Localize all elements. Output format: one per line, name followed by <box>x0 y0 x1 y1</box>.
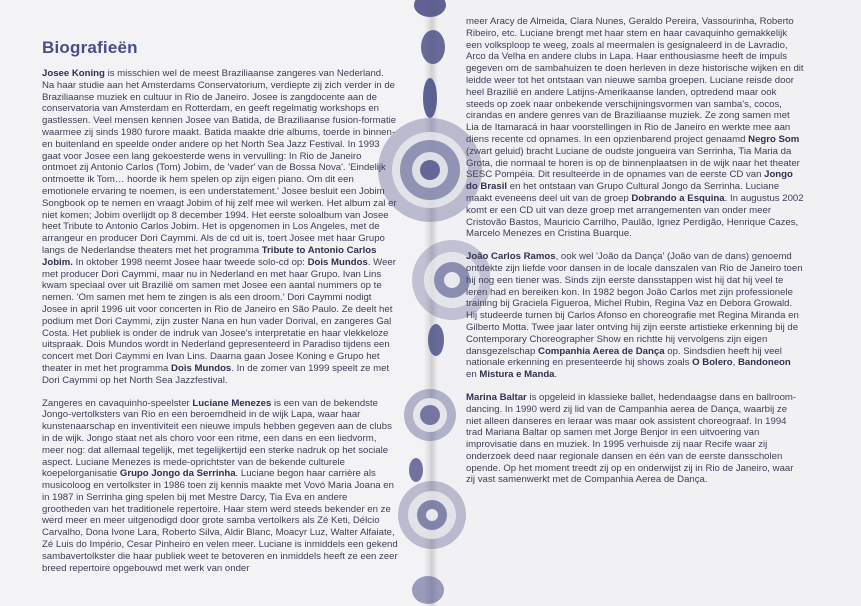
right-column-text <box>466 16 804 497</box>
text-run: en het ontstaan van Grupo Cultural Jongo da Serrinha. Luciane maakt eveneens deel uit van de groep <box>466 181 780 204</box>
bold-name: Josee Koning <box>42 68 105 79</box>
bold-name: Jongo do Brasil <box>466 169 793 193</box>
text-run: Zangeres en cavaquinho-speelster <box>42 397 193 409</box>
text-run: . In augustus 2002 komt er een CD uit van deze groep met arrangementen van onder meer Cristovão Bastos, Mauricio Carrilho, Paulão, Ignez Perdigão, Henrique Cazes, Marcelo Menezes en Cristina Buarque. <box>466 192 804 240</box>
bold-name: Bandoneon <box>738 357 791 369</box>
text-run: is een van de bekendste Jongo-vertolksters van Rio en een beroemdheid in de wijk Lapa, waar haar kunstenaarschap en inventiviteit een nieuwe impuls hebben gegeven aan de clubs in de wijk. Jongo staat net als choro voor een ritme, een dans en een liedvorm, meer nog: dat allemaal tegelijk, met tegelijkertijd een sterke nadruk op het sociale aspect. Luciane Menezes is mede-oprichtster van de bekende culturele koepelorganisatie <box>42 397 392 480</box>
bold-name: Dobrando a Esquina <box>631 192 725 204</box>
left-column-text <box>42 68 398 585</box>
text-run: . In de zomer van 1999 speelt ze met Dori Caymmi op het North Sea Jazzfestival. <box>42 362 390 386</box>
bold-name: Dois Mundos <box>307 256 368 268</box>
bold-name: Negro Som <box>748 133 800 145</box>
text-run: , ook wel 'João da Dança' (João van de dans) genoemd ontdekte zijn liefde voor dansen in de locale danszalen van Rio de Janeiro toen hij nog een tiener was. Sinds zijn eerste dansstappen wist hij dat hij veel te leren had en bereiken kon. In 1982 begon João Carlos met zijn professionele training bij Graciela Figueroa, Michel Rubin, Regina Vaz en Debora Growald. Hij studeerde turnen bij Carlos Afonso en choreografie met Regina Miranda en Gilberto Motta. Twee jaar later ontving hij zijn eerste artistieke erkenning bij de Contemporary Choreographer Show en richtte hij vervolgens zijn eigen dansgezelschap <box>466 251 803 357</box>
bold-name: Grupo Jongo da Serrinha <box>119 468 236 480</box>
bold-name: Mistura e Manda <box>479 369 555 381</box>
bold-name: Luciane Menezes <box>192 397 272 409</box>
biography-paragraph <box>42 398 398 575</box>
text-run: . <box>554 369 558 381</box>
biography-paragraph <box>466 251 804 381</box>
biography-paragraph <box>42 68 398 387</box>
bold-name: O Bolero <box>692 357 733 369</box>
text-run: meer Aracy de Almeida, Clara Nunes, Geraldo Pereira, Vassourinha, Roberto Ribeiro, etc. Luciane brengt met haar stem en haar cavaquinho gemakkelijk een volksploop te weeg, zoals al meermalen is gesignaleerd in de Lavradio, Arco da Velha en andere clubs in Lapa. Haar enthousiasme heeft de impuls gegeven om de sambahuizen te doen herleven in deze historische wijken en dit leidde weer tot het ontstaan van nieuwe samba groepen. Luciane reisde door heel Brazilië en andere Latijns-Amerikaanse landen, optredend maar ook steeds op zoek naar onbekende verschijningsvormen van samba's, cocos, cirandas en andere genres van de Braziliaanse muziek. Ze zong samen met Lia de Itamaracá in haar voorstellingen in Rio de Janeiro en werkte mee aan diens recente cd opnames. In een opzienbarend project genaamd <box>466 16 804 145</box>
text-run: . Weer met producer Dori Caymmi, maar nu in Nederland en met haar Grupo. Ivan Lins kwam speciaal over uit Brazilië om samen met Josee een aantal nummers op te nemen. 'Om samen met hem te zingen is als een droom.' Dori Caymmi nodigt Josee in april 1996 uit voor concerten in Rio de Janeiro en São Paulo. Ze deelt het podium met Dori Caymmi, zijn zuster Nana en hun vader Dorival, en zangeres Gal Costa. Het publiek is onder de indruk van Josee's interpretatie en haar vlekkeloze uitspraak. Dois Mundos wordt in Nederland gepresenteerd in Paradiso tijdens een concert met Dori Caymmi en Ivan Lins. Daarna gaan Josee Koning e Grupo het theater in met het programma <box>42 256 396 374</box>
bold-name: Marina Baltar <box>466 391 527 403</box>
biography-paragraph <box>466 392 804 486</box>
bold-name: João Carlos Ramos <box>466 251 556 263</box>
text-run: (zwart geluid) bracht Luciane de oudste jongueira van Serrinha, Tia Maria da Grota, die normaal te horen is op de binnenplaatsen in de wijk naar het theater SESC Pompéia. Dit resulteerde in de opnames van de eerste CD van <box>466 145 800 181</box>
biography-paragraph <box>466 16 804 240</box>
text-run: en <box>466 369 480 381</box>
text-run: In oktober 1998 neemt Josee haar tweede solo-cd op: <box>72 256 308 268</box>
bold-name: Dois Mundos <box>171 362 232 374</box>
text-run: is misschien wel de meest Braziliaanse zangeres van Nederland. Na haar studie aan het Amsterdams Conservatorium, verdiepte zij zich verder in de Braziliaanse muziek en cultuur in Rio de Janeiro. Josee is zangdocente aan de conservatoria van Amsterdam en Rotterdam, en geeft regelmatig workshops en gastlessen. Veel mensen kennen Josee van Batida, de Braziliaanse fusion-formatie waarmee zij sinds 1980 furore maakt. Batida maakte drie albums, toerde in binnen- en buitenland en speelde onder andere op het North Sea Jazz Festival. In 1993 gaat voor Josee een lang gekoesterde wens in vervulling: In Rio de Janeiro ontmoet zij Antonio Carlos (Tom) Jobim, de 'vader' van de Bossa Nova'. 'Eindelijk ontmoette ik Tom… hoorde ik hem spelen op zijn eigen piano. Om dit een emotionele ervaring te noemen, is een understatement.' Josee besluit een Jobim Songbook op te nemen en vraagt Jobim of hij zelf mee wil werken. Het album zal er niet komen; Jobim overlijdt op 8 december 1994. Het eerste soloalbum van Josee heet Tribute to Antonio Carlos Jobim. Het is opgenomen in Los Angeles, met de arrangeur en producer Dori Caymmi. Als de cd uit is, toert Josee met haar Grupo langs de Nederlandse theaters met het programma <box>42 68 397 256</box>
text-run: is opgeleid in klassieke ballet, hedendaagse dans en ballroom-dancing. In 1990 werd zij lid van de Campanhia aerea de Dança, waarbij ze niet alleen danseres en leraar was maar ook assistent choreograaf. In 1994 trad Mariana Baltar op samen met Jorge Benjor in een uitvoering van improvisatie dans en muziek. In 1995 verhuisde zij naar Recife waar zij onderzoek deed naar regionale dansen en één van de eerste dansscholen opende. Op het moment treedt zij op en onderwijst zij in Rio de Janeiro, waar zij vast samenwerkt met de Companhia Aerea de Dança. <box>466 391 797 486</box>
page-title: Biografieën <box>42 38 138 57</box>
text-run: , <box>732 357 738 369</box>
bold-name: Tribute to Antonio Carlos Jobim. <box>42 244 377 268</box>
text-run: . Luciane begon haar carrière als musicoloog en vertolkster in 1986 toen zij kennis maakte met Vovó Maria Joana en in 1987 in Serrinha ging spelen bij met Mestre Darcy, Tia Eva en andere grootheden van het traditionele repertoire. Haar stem werd steeds bekender en ze werd meer en meer uitgenodigd door grote samba vertolkers als Zé Keti, Délcio Carvalho, Dona Ivone Lara, Roberto Silva, Aldir Blanc, Moacyr Luz, Walter Alfaiate, Zé Luis do Império, Cesar Pinheiro en velen meer. Luciane is inmiddels een gekend sambavertolkster die haar publiek weet te betoveren en inmiddels heeft ze een zeer breed repertoire opgebouwd met werk van onder <box>42 468 398 574</box>
text-run: op. Sindsdien heeft hij veel nationale erkenning en presenteerde hij shows zoals <box>466 345 782 369</box>
bold-name: Companhia Aerea de Dança <box>538 345 665 357</box>
